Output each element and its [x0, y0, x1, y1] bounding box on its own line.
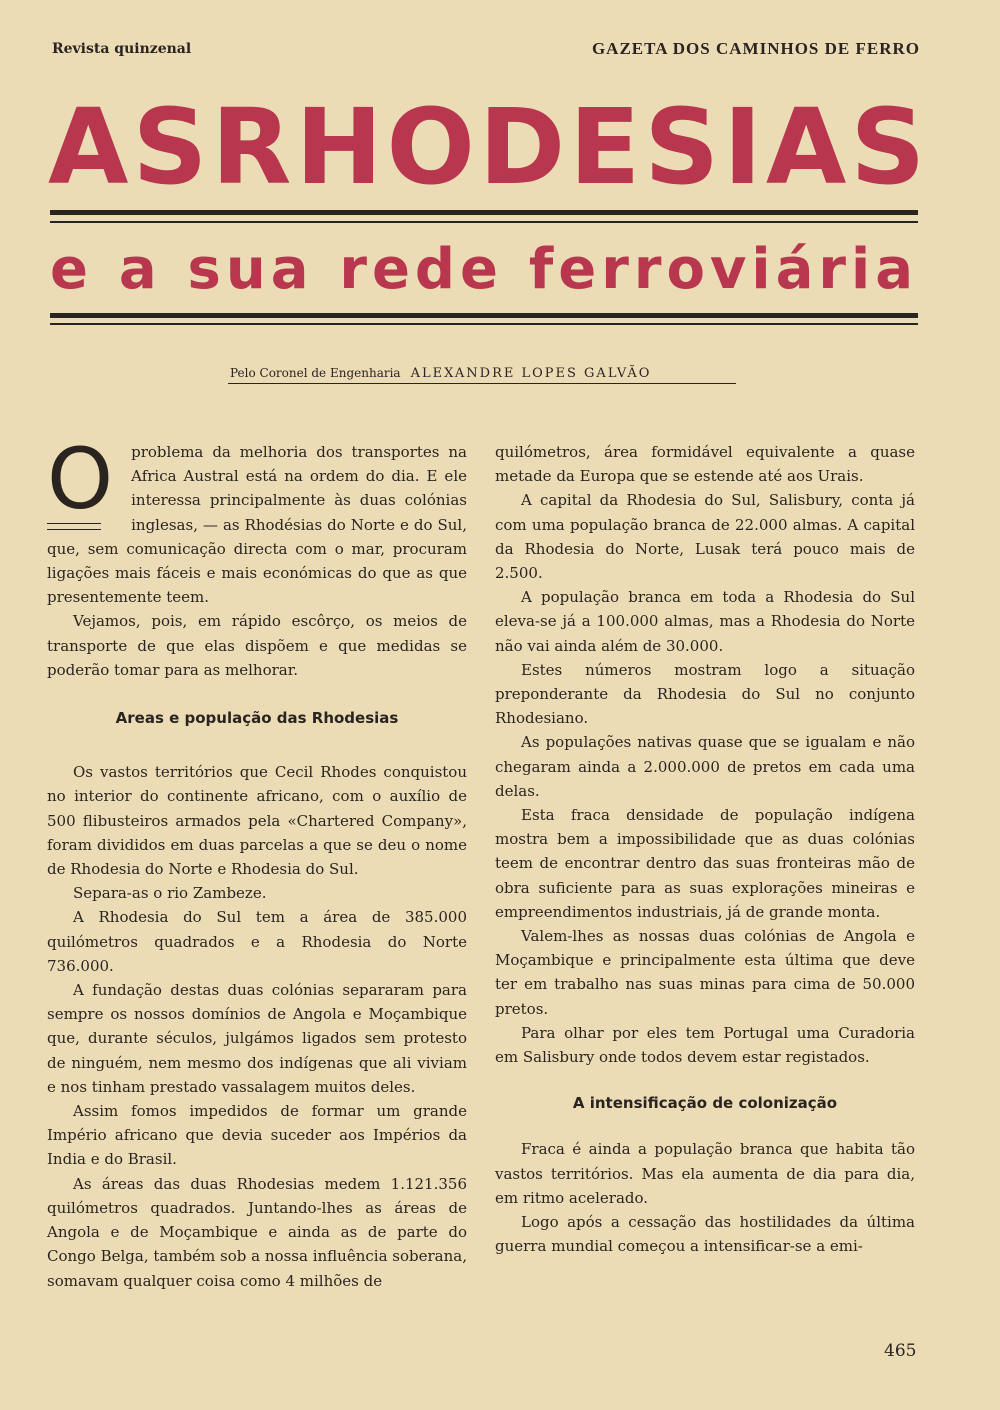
paragraph: quilómetros, área formidável equivalente a quase metade da Europa que se estende até aos Urais.: [495, 443, 915, 486]
publication-title: GAZETA DOS CAMINHOS DE FERRO: [591, 39, 920, 58]
paragraph: As áreas das duas Rhodesias medem 1.121.356 quilómetros quadrados. Juntando-lhes as áreas de Angola e de Moçambique e ainda as de parte do Congo Belga, também sob a nossa influência soberana, somavam qualquer coisa como 4 milhões de: [47, 1174, 467, 1290]
page-number: 465: [884, 1341, 917, 1361]
title-word-as: AS: [48, 86, 212, 208]
section-heading: Areas e população das Rhodesias: [115, 709, 399, 728]
article-subtitle: e a sua rede ferroviária: [50, 237, 918, 302]
paragraph: A fundação destas duas colónias separaram para sempre os nossos domínios de Angola e Moçambique que, durante séculos, julgámos ligados sem protesto de ninguém, nem mesmo dos indígenas que ali viviam e nos tinham prestado vassalagem muitos deles.: [47, 981, 467, 1096]
right-column: [495, 440, 915, 1259]
paragraph: Esta fraca densidade de população indígena mostra bem a impossibilidade que as duas colónias teem de encontrar dentro das suas fronteiras mão de obra suficiente para as suas explorações mineiras e empreendimentos industriais, já de grande monta.: [495, 806, 915, 921]
subtitle-rule-thin: [50, 323, 918, 325]
paragraph: Logo após a cessação das hostilidades da última guerra mundial começou a intensificar-se a emi-: [495, 1213, 915, 1256]
paragraph: problema da melhoria dos transportes na Africa Austral está na ordem do dia. E ele interessa principalmente às duas colónias inglesas, — as Rhodésias do Norte e do Sul, que, sem comunicação directa com o mar, procuram ligações mais fáceis e mais económicas do que as que presentemente teem.: [47, 443, 467, 607]
byline-prefix: Pelo Coronel de Engenharia: [230, 366, 401, 380]
paragraph: A população branca em toda a Rhodesia do Sul eleva-se já a 100.000 almas, mas a Rhodesia do Norte não vai ainda além de 30.000.: [495, 588, 915, 655]
paragraph: Os vastos territórios que Cecil Rhodes conquistou no interior do continente africano, com o auxílio de 500 flibusteiros armados pela «Chartered Company», foram divididos em duas parcelas a que se deu o nome de Rhodesia do Norte e Rhodesia do Sul.: [47, 763, 467, 879]
left-column: [47, 430, 467, 1293]
author-name: ALEXANDRE LOPES GALVÃO: [410, 366, 652, 381]
byline-underline: [228, 383, 736, 384]
paragraph: Assim fomos impedidos de formar um grande Império africano que devia suceder aos Impérios da India e do Brasil.: [47, 1102, 467, 1169]
paragraph: Valem-lhes as nossas duas colónias de Angola e Moçambique e principalmente esta última que deve ter em trabalho nas suas minas para cima de 50.000 pretos.: [495, 927, 915, 1018]
title-rule-top-thick: [50, 210, 918, 215]
paragraph: Vejamos, pois, em rápido escôrço, os meios de transporte de que elas dispõem e que medidas se poderão tomar para as melhorar.: [47, 612, 467, 679]
article-title: [48, 86, 930, 208]
paragraph: Separa-as o rio Zambeze.: [73, 884, 267, 903]
paragraph: Para olhar por eles tem Portugal uma Curadoria em Salisbury onde todos devem estar registados.: [495, 1023, 915, 1067]
paragraph: Estes números mostram logo a situação preponderante da Rhodesia do Sul no conjunto Rhodesiano.: [495, 660, 915, 728]
drop-cap: O: [47, 430, 114, 528]
byline: [230, 366, 740, 381]
subtitle-rule-thick: [50, 313, 918, 318]
paragraph: A capital da Rhodesia do Sul, Salisbury, conta já com uma população branca de 22.000 almas. A capital da Rhodesia do Norte, Lusak terá pouco mais de 2.500.: [495, 491, 915, 583]
title-rule-top-thin: [50, 221, 918, 223]
title-word-rhodesias: RHODESIAS: [211, 86, 930, 208]
paragraph: A Rhodesia do Sul tem a área de 385.000 quilómetros quadrados e a Rhodesia do Norte 736.000.: [47, 908, 467, 975]
periodicity-label: Revista quinzenal: [52, 41, 192, 57]
paragraph: Fraca é ainda a população branca que habita tão vastos territórios. Mas ela aumenta de dia para dia, em ritmo acelerado.: [495, 1140, 915, 1207]
section-heading: A intensificação de colonização: [572, 1094, 838, 1113]
paragraph: As populações nativas quase que se igualam e não chegaram ainda a 2.000.000 de pretos em cada uma delas.: [495, 733, 915, 800]
